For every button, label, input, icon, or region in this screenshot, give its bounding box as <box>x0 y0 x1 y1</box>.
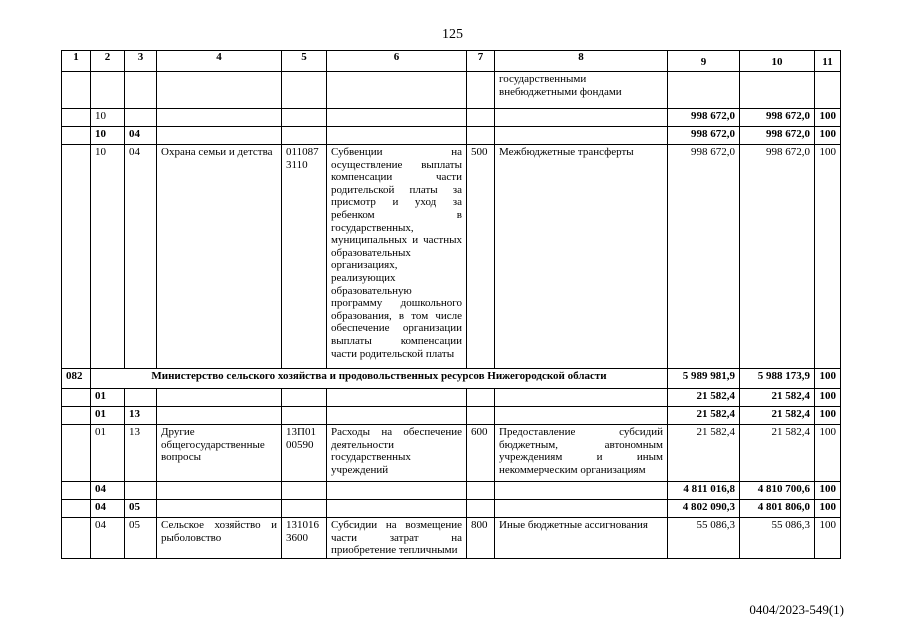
cell-amount-1: 4 811 016,8 <box>668 482 740 500</box>
col-header: 5 <box>282 51 327 72</box>
cell-amount-2: 21 582,4 <box>740 389 815 407</box>
cell-subsection: 13 <box>125 407 157 425</box>
cell-subsection: 04 <box>125 127 157 145</box>
cell-item-name: Другие общегосударственные вопросы <box>157 425 282 482</box>
col-header: 3 <box>125 51 157 72</box>
table-row <box>62 127 841 145</box>
cell-target-code: 131016 3600 <box>282 518 327 559</box>
cell-ministry-code: 082 <box>62 369 91 389</box>
cell-percent: 100 <box>815 145 841 369</box>
cell-percent: 100 <box>815 109 841 127</box>
cell-amount-2: 21 582,4 <box>740 425 815 482</box>
col-header: 1 <box>62 51 91 72</box>
cell-expense-type: 500 <box>467 145 495 369</box>
cell-amount-2: 998 672,0 <box>740 127 815 145</box>
document-code: 0404/2023-549(1) <box>749 602 844 617</box>
col-header: 2 <box>91 51 125 72</box>
table-row <box>62 518 841 559</box>
cell-target-code: 13П01 00590 <box>282 425 327 482</box>
cell-amount-2: 5 988 173,9 <box>740 369 815 389</box>
cell-percent: 100 <box>815 425 841 482</box>
cell-subsection: 04 <box>125 145 157 369</box>
cell-amount-1: 5 989 981,9 <box>668 369 740 389</box>
col-header: 11 <box>815 51 841 72</box>
cell-section: 04 <box>91 482 125 500</box>
cell-percent: 100 <box>815 389 841 407</box>
cell-amount-1: 21 582,4 <box>668 389 740 407</box>
cell-subsection: 05 <box>125 518 157 559</box>
cell-section: 01 <box>91 425 125 482</box>
table-row <box>62 109 841 127</box>
cell-percent: 100 <box>815 369 841 389</box>
cell-amount-2: 55 086,3 <box>740 518 815 559</box>
table-row <box>62 482 841 500</box>
cell-percent: 100 <box>815 407 841 425</box>
cell-item-name: Сельское хозяйство и рыболовство <box>157 518 282 559</box>
col-header: 8 <box>495 51 668 72</box>
cell-percent: 100 <box>815 518 841 559</box>
cell-recipient: Предоставление субсидий бюджетным, автономным учреждениям и иным некоммерческим организациям <box>495 425 668 482</box>
col-header: 6 <box>327 51 467 72</box>
table-row <box>62 389 841 407</box>
table-row <box>62 369 841 389</box>
cell-item-name: Охрана семьи и детства <box>157 145 282 369</box>
cell-amount-1: 998 672,0 <box>668 145 740 369</box>
cell-amount-2: 998 672,0 <box>740 109 815 127</box>
cell-section: 01 <box>91 389 125 407</box>
cell-amount-1: 998 672,0 <box>668 127 740 145</box>
col-header: 10 <box>740 51 815 72</box>
cell-recipient: государственными внебюджетными фондами <box>495 72 668 109</box>
cell-amount-2: 21 582,4 <box>740 407 815 425</box>
col-header: 7 <box>467 51 495 72</box>
page-number: 125 <box>442 27 463 42</box>
cell-section: 01 <box>91 407 125 425</box>
cell-amount-1: 4 802 090,3 <box>668 500 740 518</box>
col-header: 4 <box>157 51 282 72</box>
cell-recipient: Межбюджетные трансферты <box>495 145 668 369</box>
table-row <box>62 425 841 482</box>
cell-percent: 100 <box>815 482 841 500</box>
budget-table <box>61 50 841 559</box>
cell-expense-type: 600 <box>467 425 495 482</box>
cell-subsection: 05 <box>125 500 157 518</box>
table-row <box>62 72 841 109</box>
table-row <box>62 407 841 425</box>
cell-ministry-name: Министерство сельского хозяйства и продовольственных ресурсов Нижегородской области <box>91 369 668 389</box>
table-row <box>62 500 841 518</box>
cell-amount-2: 4 801 806,0 <box>740 500 815 518</box>
cell-description: Субвенции на осуществление выплаты компенсации части родительской платы за присмотр и уход за ребенком в государственных, муниципальных и частных образовательных организациях, реализующих образовательную программу дошкольного образования, в том числе обеспечение организации выплаты компенсации части родительской платы <box>327 145 467 369</box>
cell-amount-2: 4 810 700,6 <box>740 482 815 500</box>
table-row <box>62 145 841 369</box>
cell-description: Субсидии на возмещение части затрат на приобретение тепличными <box>327 518 467 559</box>
cell-section: 10 <box>91 109 125 127</box>
cell-expense-type: 800 <box>467 518 495 559</box>
cell-percent: 100 <box>815 127 841 145</box>
cell-subsection: 13 <box>125 425 157 482</box>
cell-description: Расходы на обеспечение деятельности государственных учреждений <box>327 425 467 482</box>
cell-target-code: 011087 3110 <box>282 145 327 369</box>
cell-section: 10 <box>91 127 125 145</box>
cell-amount-2: 998 672,0 <box>740 145 815 369</box>
cell-amount-1: 998 672,0 <box>668 109 740 127</box>
cell-amount-1: 55 086,3 <box>668 518 740 559</box>
cell-amount-1: 21 582,4 <box>668 407 740 425</box>
cell-section: 04 <box>91 518 125 559</box>
header-row <box>62 51 841 72</box>
cell-section: 10 <box>91 145 125 369</box>
cell-percent: 100 <box>815 500 841 518</box>
cell-section: 04 <box>91 500 125 518</box>
col-header: 9 <box>668 51 740 72</box>
cell-recipient: Иные бюджетные ассигнования <box>495 518 668 559</box>
cell-amount-1: 21 582,4 <box>668 425 740 482</box>
